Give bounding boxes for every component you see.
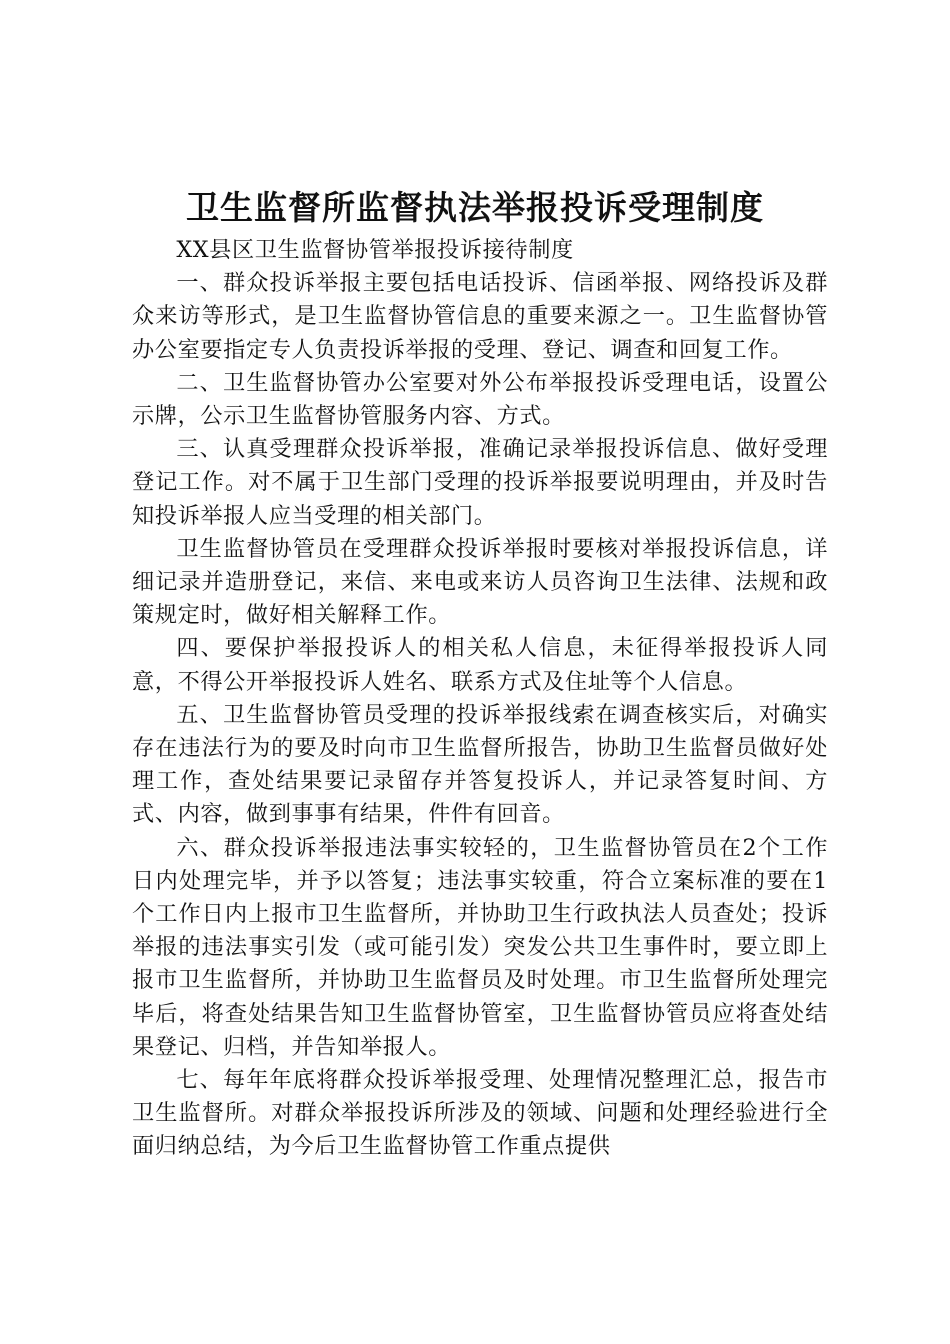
paragraph-subtitle: XX县区卫生监督协管举报投诉接待制度 bbox=[176, 237, 574, 263]
paragraph-item-6: 六、群众投诉举报违法事实较轻的，卫生监督协管员在2个工作日内处理完毕，并予以答复；违法事实较重，符合立案标准的要在1个工作日内上报市卫生监督所，并协助卫生行政执法人员查处；投诉举报的违法事实引发（或可能引发）突发公共卫生事件时，要立即上报市卫生监督所，并协助卫生监督员及时处理。市卫生监督所处理完毕后，将查处结果告知卫生监督协管室，卫生监督协管员应将查处结果登记、归档，并告知举报人。 bbox=[132, 834, 828, 1060]
paragraph-item-3-note: 卫生监督协管员在受理群众投诉举报时要核对举报投诉信息，详细记录并造册登记，来信、来电或来访人员咨询卫生法律、法规和政策规定时，做好相关解释工作。 bbox=[132, 535, 828, 629]
document-body bbox=[132, 234, 828, 1164]
paragraph-item-3: 三、认真受理群众投诉举报，准确记录举报投诉信息、做好受理登记工作。对不属于卫生部门受理的投诉举报要说明理由，并及时告知投诉举报人应当受理的相关部门。 bbox=[132, 436, 828, 529]
paragraph-item-5: 五、卫生监督协管员受理的投诉举报线索在调查核实后，对确实存在违法行为的要及时向市卫生监督所报告，协助卫生监督员做好处理工作，查处结果要记录留存并答复投诉人，并记录答复时间、方式、内容，做到事事有结果，件件有回音。 bbox=[132, 701, 828, 828]
paragraph-item-1: 一、群众投诉举报主要包括电话投诉、信函举报、网络投诉及群众来访等形式，是卫生监督协管信息的重要来源之一。卫生监督协管办公室要指定专人负责投诉举报的受理、登记、调查和回复工作。 bbox=[132, 270, 828, 363]
paragraph-item-2: 二、卫生监督协管办公室要对外公布举报投诉受理电话，设置公示牌，公示卫生监督协管服务内容、方式。 bbox=[132, 369, 828, 430]
document-title: 卫生监督所监督执法举报投诉受理制度 bbox=[186, 188, 764, 227]
paragraph-item-4: 四、要保护举报投诉人的相关私人信息，未征得举报投诉人同意，不得公开举报投诉人姓名、联系方式及住址等个人信息。 bbox=[132, 635, 828, 695]
paragraph-item-7: 七、每年年底将群众投诉举报受理、处理情况整理汇总，报告市卫生监督所。对群众举报投诉所涉及的领域、问题和处理经验进行全面归纳总结，为今后卫生监督协管工作重点提供 bbox=[132, 1067, 828, 1160]
